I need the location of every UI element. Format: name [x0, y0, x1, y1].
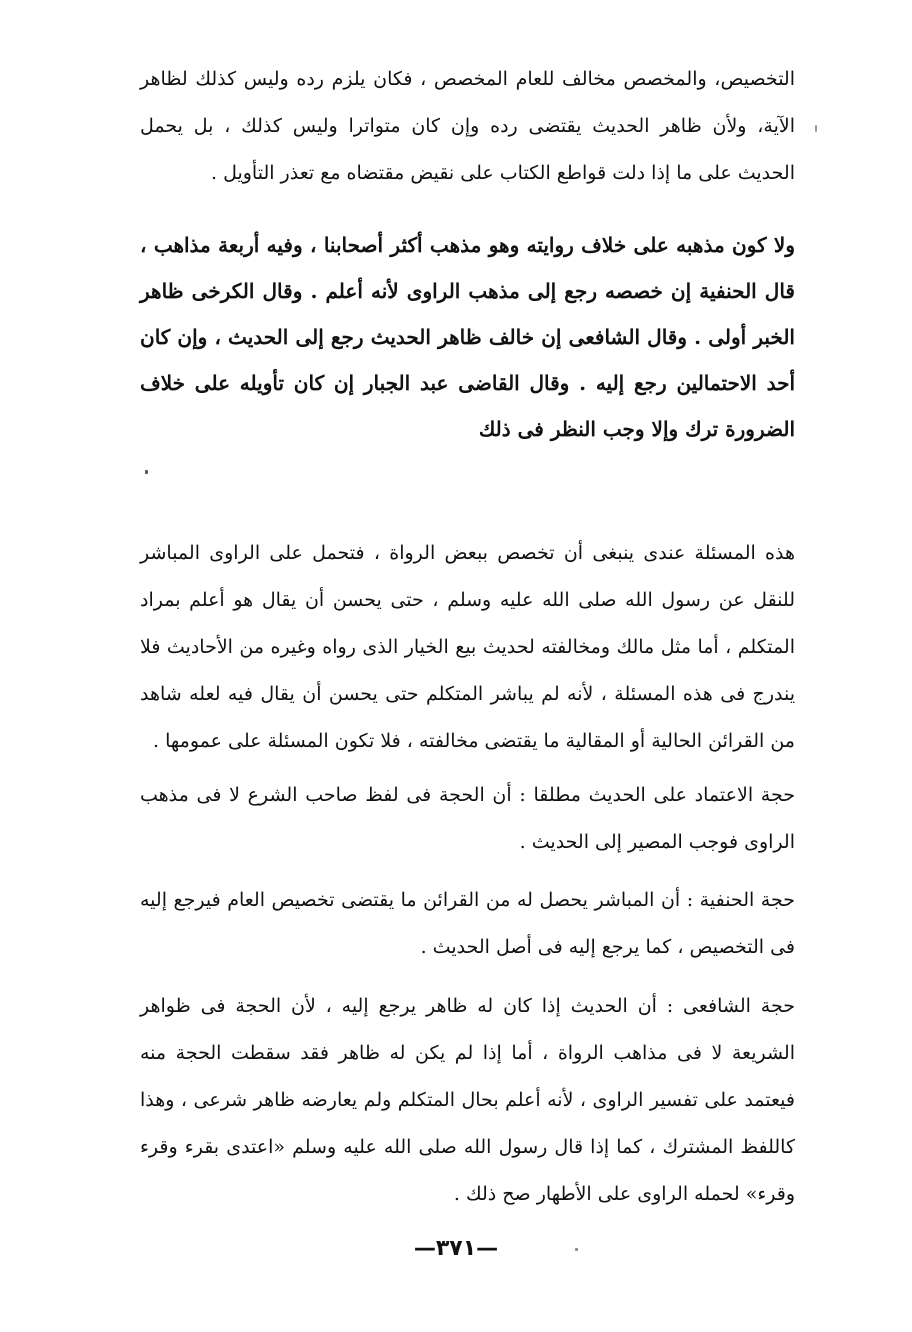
paragraph-argument-hanafi: حجة الحنفية : أن المباشر يحصل له من القرائن ما يقتضى تخصيص العام فيرجع إليه فى التخصيص ، كما يرجع إليه فى أصل الحديث .: [140, 889, 795, 958]
paragraph-argument-shafii: حجة الشافعى : أن الحديث إذا كان له ظاهر يرجع إليه ، لأن الحجة فى ظواهر الشريعة لا فى مذاهب الرواة ، أما إذا لم يكن له ظاهر فقد سقطت الحجة منه فيعتمد على تفسير الراوى ، لأنه أعلم بحال المتكلم ولم يعارضه ظاهر شرعى ، وهذا كاللفظ المشترك ، كما إذا قال رسول الله صلى الله عليه وسلم «اعتدى بقرء وقرء وقرء» لحمله الراوى على الأطهار صح ذلك .: [140, 995, 795, 1205]
paragraph-commentary-note: هذه المسئلة عندى ينبغى أن تخصص ببعض الرواة ، فتحمل على الراوى المباشر للنقل عن رسول الله صلى الله عليه وسلم ، حتى يحسن أن يقال هو أعلم بمراد المتكلم ، أما مثل مالك ومخالفته لحديث بيع الخيار الذى رواه وغيره من الأحاديث فلا يندرج فى هذه المسئلة ، لأنه لم يباشر المتكلم حتى يحسن أن يقال فيه لعله شاهد من القرائن الحالية أو المقالية ما يقتضى مخالفته ، فلا تكون المسئلة على عمومها .: [140, 542, 795, 752]
scan-speck: [145, 470, 148, 474]
paragraph-matn-text: ولا كون مذهبه على خلاف روايته وهو مذهب أكثر أصحابنا ، وفيه أربعة مذاهب ، قال الحنفية إن خصصه رجع إلى مذهب الراوى لأنه أعلم . وقال الكرخى ظاهر الخبر أولى . وقال الشافعى إن خالف ظاهر الحديث رجع إلى الحديث ، وإن كان أحد الاحتمالين رجع إليه . وقال القاضى عبد الجبار إن كان تأويله على خلاف الضرورة ترك وإلا وجب النظر فى ذلك: [140, 233, 795, 441]
paragraph-commentary-continuation: التخصيص، والمخصص مخالف للعام المخصص ، فكان يلزم رده وليس كذلك لظاهر الآية، ولأن ظاهر الحديث يقتضى رده وإن كان متواترا وليس كذلك ، بل يحمل الحديث على ما إذا دلت قواطع الكتاب على نقيض مقتضاه مع تعذر التأويل .: [140, 68, 795, 184]
page-number: —٣٧١—: [413, 1236, 499, 1261]
scan-speck: [575, 1248, 578, 1251]
paragraph-argument-hadith: حجة الاعتماد على الحديث مطلقا : أن الحجة فى لفظ صاحب الشرع لا فى مذهب الراوى فوجب المصير إلى الحديث .: [140, 784, 795, 853]
scan-speck: [815, 125, 817, 132]
